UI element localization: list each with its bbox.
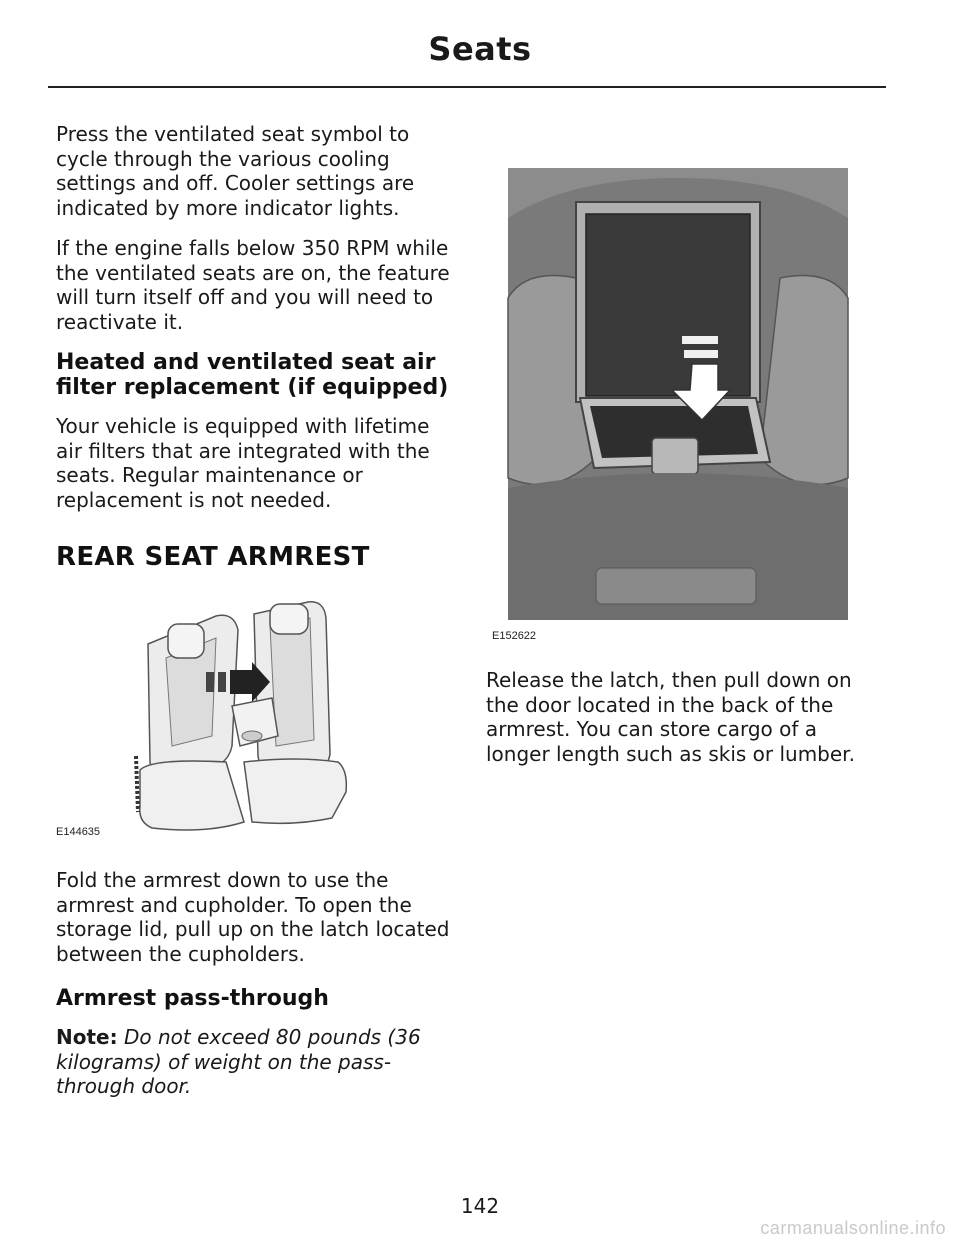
note-text: Do not exceed 80 pounds (36 kilograms) of weight on the pass-through door. — [56, 1025, 421, 1098]
air-filter-paragraph: Your vehicle is equipped with lifetime air filters that are integrated with the seats. Regular maintenance or replacement is not needed. — [56, 414, 430, 512]
armrest-pass-through-figure — [486, 158, 886, 646]
left-column — [56, 122, 452, 1115]
pass-through-illustration — [486, 158, 886, 622]
armrest-paragraph: Fold the armrest down to use the armrest and cupholder. To open the storage lid, pull up on the latch located between the cupholders. — [56, 868, 450, 966]
rear-seat-armrest-heading: REAR SEAT ARMREST — [56, 542, 370, 572]
figure-code: E152622 — [492, 630, 537, 642]
right-column — [486, 158, 886, 782]
note-label: Note: — [56, 1025, 118, 1049]
pass-through-heading: Armrest pass-through — [56, 986, 329, 1011]
weight-note — [56, 1025, 452, 1099]
watermark: carmanualsonline.info — [760, 1218, 946, 1238]
air-filter-heading: Heated and ventilated seat air filter replacement (if equipped) — [56, 350, 449, 400]
page-number: 142 — [460, 1194, 500, 1218]
release-latch-paragraph: Release the latch, then pull down on the door located in the back of the armrest. You can store cargo of a longer length such as skis or lumber. — [486, 668, 855, 766]
engine-rpm-paragraph: If the engine falls below 350 RPM while the ventilated seats are on, the feature will turn itself off and you will need to reactivate it. — [56, 236, 450, 334]
rear-seat-illustration — [56, 586, 452, 848]
ventilated-seat-paragraph: Press the ventilated seat symbol to cycle through the various cooling settings and off. Cooler settings are indicated by more indicator lights. — [56, 122, 415, 220]
page-title: Seats — [428, 30, 532, 68]
figure-code: E144635 — [56, 826, 101, 838]
rear-seat-figure — [56, 586, 452, 848]
header-divider — [48, 86, 886, 88]
